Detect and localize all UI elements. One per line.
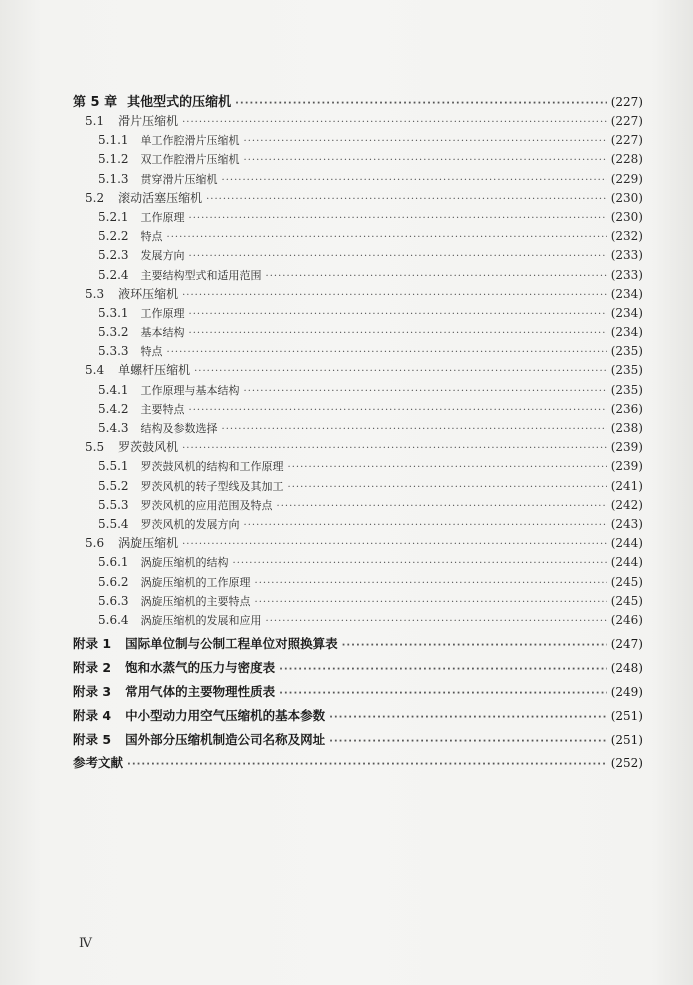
toc-entry-title: 单螺杆压缩机 [118, 363, 191, 378]
toc-subsection [73, 400, 643, 419]
toc-entry-number: 5.3 [85, 286, 105, 301]
toc-chapter-number: 第 5 章 [73, 95, 118, 110]
toc-entry-title: 国际单位制与公制工程单位对照换算表 [125, 636, 338, 652]
toc-section [73, 112, 643, 131]
toc-entry-number: 5.1.1 [98, 133, 129, 148]
dot-leader [206, 190, 607, 209]
toc-entry-number: 5.6.2 [98, 574, 129, 589]
toc-entry-title: 涡旋压缩机的主要特点 [140, 594, 251, 608]
toc-subsection [73, 227, 643, 246]
dot-leader [255, 593, 607, 612]
dot-leader [189, 209, 607, 228]
dot-leader [182, 286, 607, 305]
toc-page-number: (235) [610, 363, 643, 378]
toc-page-number: (248) [610, 661, 643, 676]
toc-entry-number: 5.3.2 [98, 325, 129, 340]
toc-subsection [73, 208, 643, 227]
dot-leader [244, 132, 607, 151]
toc-appendix [73, 632, 643, 656]
dot-leader [279, 682, 607, 706]
dot-leader [194, 362, 607, 381]
toc-page-number: (230) [610, 209, 643, 224]
toc-entry-number: 5.4.2 [98, 401, 129, 416]
toc-page-number: (245) [610, 574, 643, 589]
toc-entry-number: 附录 4 [73, 708, 112, 724]
toc-page-number: (244) [610, 536, 643, 551]
toc-page-number: (227) [610, 114, 643, 128]
toc-entry-number: 5.5.1 [98, 459, 129, 474]
toc-entry-title: 特点 [140, 230, 163, 244]
dot-leader [288, 478, 607, 497]
toc-appendix [73, 728, 643, 752]
toc-entry-title: 罗茨鼓风机 [118, 440, 179, 455]
toc-entry-title: 工作原理与基本结构 [140, 383, 240, 397]
dot-leader [167, 228, 607, 247]
toc-subsection [73, 342, 643, 361]
toc-page-number: (252) [610, 756, 643, 771]
dot-leader [233, 554, 607, 573]
toc-entry-number: 5.6 [85, 536, 105, 551]
dot-leader [189, 247, 607, 266]
dot-leader [127, 754, 607, 776]
toc-entry-title: 涡旋压缩机的工作原理 [140, 575, 251, 589]
toc-page-number: (234) [610, 286, 643, 301]
toc-page-number: (243) [610, 516, 643, 531]
toc-page-number: (238) [610, 421, 643, 435]
toc-entry-title: 双工作腔滑片压缩机 [140, 153, 240, 167]
toc-page-number: (242) [610, 497, 643, 512]
toc-entry-title: 主要特点 [140, 402, 185, 416]
toc-entry-title: 贯穿滑片压缩机 [140, 172, 218, 186]
toc-entry-number: 5.4.3 [98, 421, 129, 435]
dot-leader [189, 305, 607, 324]
toc-entry-number: 5.4.1 [98, 382, 129, 397]
toc-entry-number: 5.5 [85, 440, 105, 455]
toc-entry-title: 国外部分压缩机制造公司名称及网址 [125, 732, 326, 748]
toc-entry-title: 液环压缩机 [118, 286, 179, 301]
toc-entry-title: 滚动活塞压缩机 [118, 190, 203, 205]
toc-subsection [73, 515, 643, 534]
toc-page-number: (251) [610, 709, 643, 724]
toc-subsection [73, 611, 643, 630]
toc-subsection [73, 496, 643, 515]
dot-leader [288, 458, 607, 477]
toc-entry-number: 5.3.3 [98, 344, 129, 359]
toc-section [73, 285, 643, 304]
toc-entry-title: 涡旋压缩机的结构 [140, 556, 229, 570]
toc-entry-number: 5.2.3 [98, 248, 129, 263]
toc-subsection [73, 170, 643, 189]
toc-entry-number: 5.1.3 [98, 171, 129, 186]
toc-entry-number: 附录 5 [73, 732, 112, 748]
toc-entry-title: 主要结构型式和适用范围 [140, 268, 262, 282]
toc-entry-number: 5.2 [85, 190, 105, 205]
table-of-contents [73, 92, 643, 774]
toc-entry-title: 涡旋压缩机 [118, 536, 179, 551]
toc-page-number: (228) [610, 152, 643, 167]
dot-leader [182, 113, 607, 132]
toc-entry-title: 中小型动力用空气压缩机的基本参数 [125, 708, 326, 724]
toc-page-number: (239) [610, 440, 643, 455]
toc-section [73, 361, 643, 380]
toc-page-number: (232) [610, 229, 643, 244]
toc-page-number: (235) [610, 382, 643, 397]
toc-page-number: (241) [610, 478, 643, 493]
toc-entries [73, 112, 643, 630]
toc-entry-number: 5.4 [85, 363, 105, 378]
toc-page-number: (251) [610, 733, 643, 748]
toc-entry-title: 发展方向 [140, 249, 185, 263]
toc-page-number: (236) [610, 401, 643, 416]
dot-leader [235, 94, 607, 114]
toc-subsection [73, 246, 643, 265]
dot-leader [279, 658, 607, 682]
dot-leader [182, 535, 607, 554]
toc-appendices [73, 632, 643, 752]
dot-leader [189, 401, 607, 420]
toc-subsection [73, 553, 643, 572]
toc-page-number: (227) [610, 95, 643, 109]
toc-page-number: (227) [610, 133, 643, 148]
toc-entry-title: 滑片压缩机 [118, 114, 179, 128]
toc-entry-number: 5.6.3 [98, 593, 129, 608]
toc-entry-title: 罗茨风机的转子型线及其加工 [140, 479, 284, 493]
toc-page-number: (247) [610, 637, 643, 652]
toc-subsection [73, 419, 643, 438]
toc-page-number: (244) [610, 555, 643, 570]
toc-entry-number: 5.1 [85, 114, 105, 128]
dot-leader [266, 267, 607, 286]
toc-page-number: (245) [610, 593, 643, 608]
toc-subsection [73, 131, 643, 150]
toc-chapter-5 [73, 92, 643, 112]
toc-subsection [73, 266, 643, 285]
toc-entry-title: 涡旋压缩机的发展和应用 [140, 613, 262, 627]
dot-leader [244, 151, 607, 170]
toc-references-title: 参考文献 [73, 755, 124, 771]
toc-subsection [73, 477, 643, 496]
toc-subsection [73, 381, 643, 400]
toc-entry-number: 5.1.2 [98, 152, 129, 167]
toc-subsection [73, 150, 643, 169]
toc-page-number: (249) [610, 685, 643, 700]
toc-entry-number: 附录 3 [73, 684, 112, 700]
toc-entry-title: 基本结构 [140, 326, 185, 340]
toc-entry-number: 5.3.1 [98, 305, 129, 320]
toc-references [73, 752, 643, 774]
dot-leader [277, 497, 607, 516]
toc-page-number: (239) [610, 459, 643, 474]
dot-leader [167, 343, 607, 362]
toc-entry-number: 5.5.2 [98, 478, 129, 493]
toc-entry-title: 单工作腔滑片压缩机 [140, 134, 240, 148]
toc-entry-number: 附录 1 [73, 636, 112, 652]
toc-entry-title: 罗茨风机的应用范围及特点 [140, 498, 273, 512]
toc-entry-title: 常用气体的主要物理性质表 [125, 684, 276, 700]
toc-appendix [73, 704, 643, 728]
dot-leader [182, 439, 607, 458]
toc-entry-number: 5.2.4 [98, 267, 129, 282]
toc-appendix [73, 656, 643, 680]
dot-leader [189, 324, 607, 343]
toc-section [73, 189, 643, 208]
dot-leader [222, 171, 607, 190]
page-folio: Ⅳ [79, 936, 92, 951]
toc-entry-number: 5.5.3 [98, 497, 129, 512]
toc-chapter-title: 其他型式的压缩机 [127, 95, 232, 110]
dot-leader [255, 574, 607, 593]
toc-page-number: (246) [610, 612, 643, 627]
toc-entry-title: 饱和水蒸气的压力与密度表 [125, 660, 276, 676]
toc-page-number: (234) [610, 325, 643, 340]
toc-entry-number: 附录 2 [73, 660, 112, 676]
dot-leader [266, 612, 607, 631]
dot-leader [244, 516, 607, 535]
toc-page-number: (230) [610, 190, 643, 205]
toc-appendix [73, 680, 643, 704]
toc-subsection [73, 323, 643, 342]
toc-entry-title: 罗茨鼓风机的结构和工作原理 [140, 460, 284, 474]
toc-page-number: (234) [610, 305, 643, 320]
toc-entry-number: 5.2.1 [98, 209, 129, 224]
toc-section [73, 534, 643, 553]
dot-leader [329, 730, 607, 754]
dot-leader [244, 382, 607, 401]
toc-subsection [73, 573, 643, 592]
toc-subsection [73, 304, 643, 323]
toc-entry-number: 5.6.1 [98, 555, 129, 570]
toc-page-number: (235) [610, 344, 643, 359]
dot-leader [222, 420, 607, 439]
dot-leader [342, 634, 607, 658]
dot-leader [329, 706, 607, 730]
toc-entry-number: 5.6.4 [98, 612, 129, 627]
toc-entry-title: 结构及参数选择 [140, 422, 218, 435]
toc-entry-number: 5.2.2 [98, 229, 129, 244]
toc-page-number: (233) [610, 248, 643, 263]
toc-page-number: (233) [610, 267, 643, 282]
toc-subsection [73, 457, 643, 476]
toc-page-number: (229) [610, 171, 643, 186]
toc-entry-title: 特点 [140, 345, 163, 359]
toc-entry-number: 5.5.4 [98, 516, 129, 531]
toc-entry-title: 工作原理 [140, 306, 185, 320]
toc-entry-title: 工作原理 [140, 210, 185, 224]
toc-subsection [73, 592, 643, 611]
toc-entry-title: 罗茨风机的发展方向 [140, 517, 240, 531]
toc-section [73, 438, 643, 457]
